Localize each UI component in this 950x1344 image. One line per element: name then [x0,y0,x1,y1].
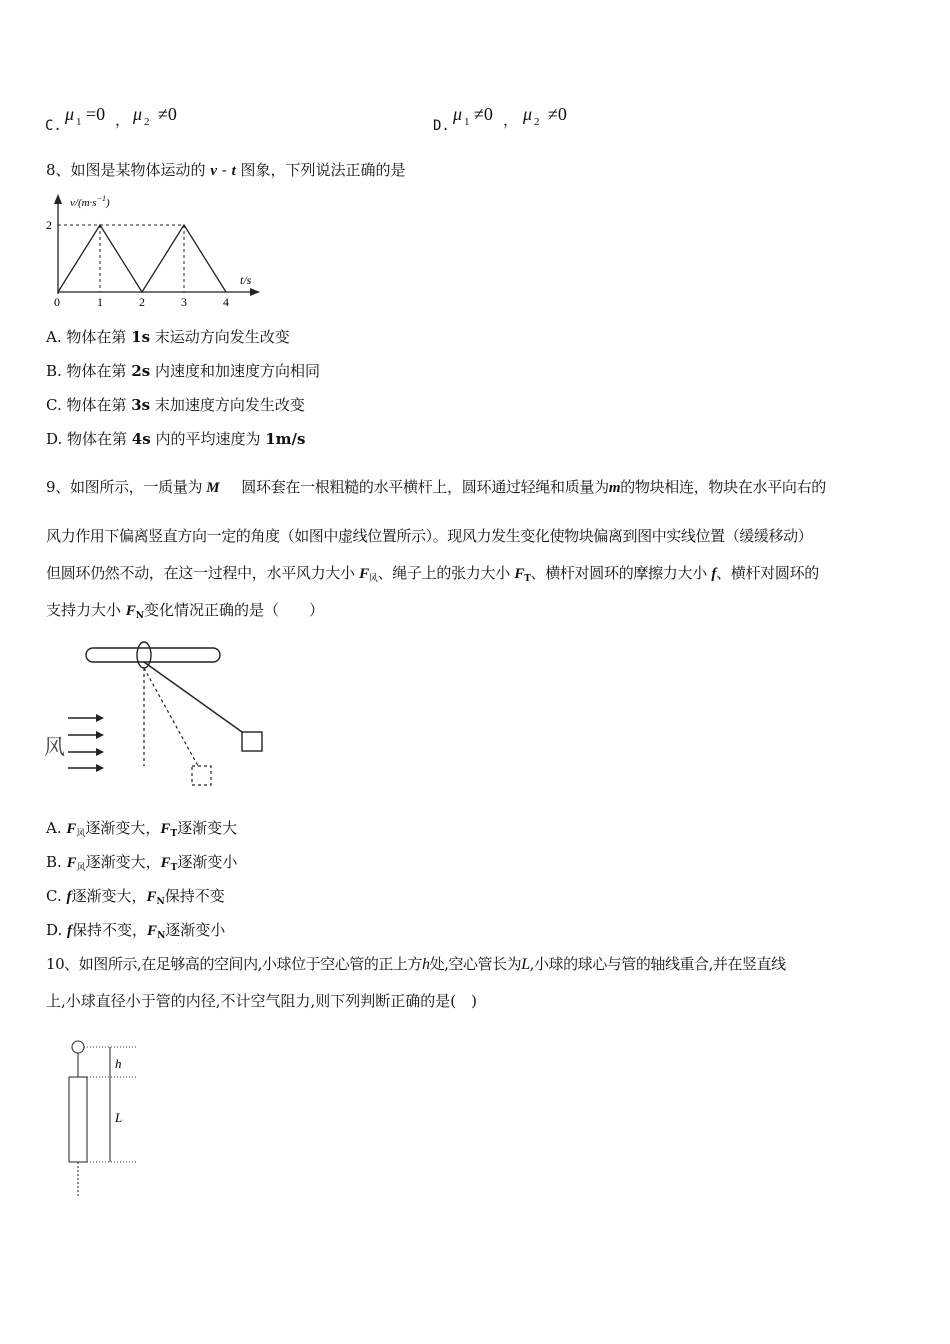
option-text: 逐渐变小 [165,921,226,939]
option-value: 1s [131,328,151,346]
q9-option-d[interactable] [46,920,225,946]
y-arrow [54,194,62,204]
q10-stem-line1 [46,954,786,975]
comma: ， [115,111,131,129]
block-solid [242,732,262,751]
dash: - [217,161,232,179]
option-text: C. 物体在第 [46,396,132,414]
mu2: μ [523,104,533,124]
q9-stem-line3 [46,563,819,589]
mu1-sub: 1 [464,116,470,128]
var-m: m [608,480,621,496]
var: F [66,855,77,871]
mu1-relation: =0 [86,104,106,124]
mu1: μ [65,104,75,124]
ball-tube-figure [60,1036,160,1202]
option-letter: A. [46,819,67,837]
option-text: 逐渐变小 [177,853,238,871]
var-f: f [711,566,717,582]
var: F [160,855,171,871]
option-text: 逐渐变大 [177,819,238,837]
q9-option-b[interactable] [46,852,237,878]
stem-text: 圆环套在一根粗糙的水平横杆上，圆环通过轻绳和质量为 [241,478,609,496]
var-F: F [359,566,369,582]
stem-text: 处,空心管长为 [429,955,522,973]
var-F: F [514,566,525,582]
ball [72,1041,84,1053]
vt-graph [40,188,270,310]
option-text: 保持不变 [164,887,225,905]
var: F [147,923,158,939]
var: F [146,889,157,905]
stem-text: 变化情况正确的是（ ） [144,601,325,619]
sub: N [157,931,166,941]
option-text: 末运动方向发生改变 [150,328,290,346]
stem-text: 9、如图所示，一质量为 [46,478,203,496]
stem-text: 支持力大小 [46,601,126,619]
x-axis-label: t/s [240,273,252,287]
option-text: A. 物体在第 [46,328,132,346]
option-letter: C. [46,887,67,905]
option-text: B. 物体在第 [46,362,132,380]
hollow-tube [69,1077,87,1162]
rope-solid [144,662,242,732]
option-letter: C. [45,118,62,134]
q8-stem [46,160,406,181]
option-text: 保持不变， [72,921,148,939]
option-value: 2s [131,362,151,380]
var: F [160,821,171,837]
q8-option-d[interactable] [46,429,305,449]
sub: 风 [76,829,86,839]
x-arrow [250,288,260,296]
option-value: 3s [131,396,151,414]
mu2-sub: 2 [144,116,150,128]
mu1-relation: ≠0 [474,104,493,124]
stem-text: 图象，下列说法正确的是 [235,161,406,179]
option-value: 1m/s [265,430,306,448]
option-value: 4s [131,430,151,448]
stem-text: ,小球的球心与管的轴线重合,并在竖直线 [529,955,786,973]
mu2-relation: ≠0 [158,104,177,124]
q9-option-c[interactable] [46,886,225,912]
q9-stem-line2: 风力作用下偏离竖直方向一定的角度（如图中虚线位置所示）。现风力发生变化使物块偏离到图中实线位置（缓缓移动） [46,527,813,545]
q8-option-a[interactable] [46,327,290,347]
option-text: 逐渐变大， [85,853,161,871]
option-letter: D. [46,921,68,939]
sub: 风 [76,863,86,873]
stem-text: 、横杆对圆环的 [716,564,819,582]
option-text: D. 物体在第 [46,430,132,448]
q10-stem-line2: 上,小球直径小于管的内径,不计空气阻力,则下列判断正确的是( ) [46,992,478,1010]
stem-text: 但圆环仍然不动，在这一过程中，水平风力大小 [46,564,360,582]
var-L: L [521,956,530,973]
option-letter: B. [46,853,67,871]
x-tick-4: 4 [223,295,229,309]
x-tick-3: 3 [181,295,187,309]
sub-T: T [524,574,531,584]
horizontal-rod [86,648,220,662]
block-dashed [192,766,211,785]
stem-text: 、横杆对圆环的摩擦力大小 [530,564,712,582]
option-text: 内的平均速度为 [150,430,266,448]
x-tick-0: 0 [54,295,60,309]
mu1-sub: 1 [76,116,82,128]
sub: N [156,897,165,907]
var-F: F [125,603,136,619]
option-text: 逐渐变大， [85,819,161,837]
sub: T [170,863,178,873]
rope-dashed [144,668,198,766]
stem-text: 8、如图是某物体运动的 [46,161,211,179]
q9-option-a[interactable] [46,818,237,844]
ring-rod-figure [40,636,280,792]
q8-option-c[interactable] [46,395,305,415]
wind-label: 风 [44,735,65,759]
var: F [66,821,77,837]
option-text: 逐渐变大， [71,887,147,905]
comma: ， [503,111,519,129]
q9-stem-line4 [46,600,324,626]
q9-stem-line1 [46,477,826,498]
mu2-relation: ≠0 [548,104,567,124]
option-text: 内速度和加速度方向相同 [150,362,320,380]
option-letter: D. [433,118,450,134]
mu2: μ [133,104,143,124]
var: f [67,923,73,939]
q8-option-b[interactable] [46,361,320,381]
stem-text: 的物块相连，物块在水平向右的 [620,478,826,496]
h-label: h [115,1056,122,1071]
stem-text: 10、如图所示,在足够高的空间内,小球位于空心管的正上方 [46,955,423,973]
var-v: v [210,163,217,179]
x-tick-2: 2 [139,295,145,309]
y-axis-label: $v/(m\cdot s^{-1})$ [70,194,110,209]
var-t: t [231,163,236,179]
stem-text: 、绳子上的张力大小 [377,564,515,582]
var-M: M [206,480,220,496]
ring [137,642,151,668]
sub-wind: 风 [368,574,378,584]
var-h: h [422,956,430,973]
sub-N: N [135,611,145,621]
sub: T [170,829,178,839]
velocity-line [58,225,226,292]
mu2-sub: 2 [534,116,540,128]
option-text: 末加速度方向发生改变 [150,396,305,414]
y-tick-2: 2 [46,218,52,232]
var: f [66,889,72,905]
mu1: μ [453,104,463,124]
x-tick-1: 1 [97,295,103,309]
L-label: L [115,1110,123,1125]
